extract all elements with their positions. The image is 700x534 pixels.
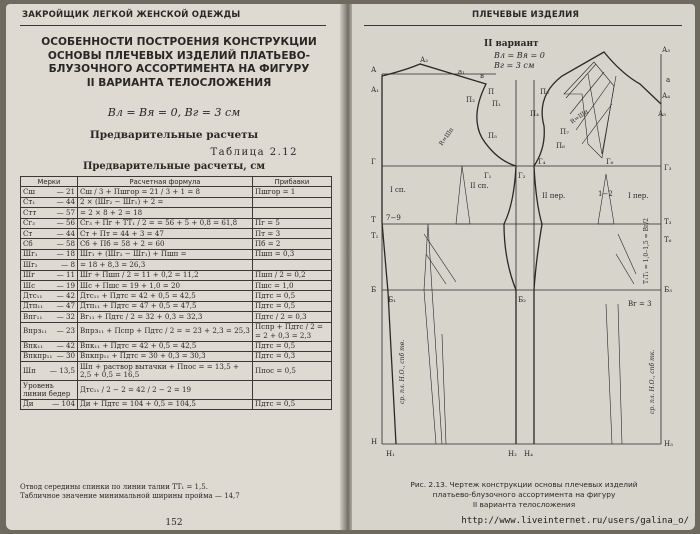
- running-head-left: ЗАКРОЙЩИК ЛЕГКОЙ ЖЕНСКОЙ ОДЕЖДЫ: [22, 10, 241, 20]
- point-label: Т₃: [664, 218, 672, 226]
- measure-value: — 18: [56, 249, 75, 259]
- measure-cell: [21, 187, 78, 197]
- side-note: ср. пл. Н.О., спб тк.: [649, 349, 656, 414]
- formula-cell: Шг₁ + (Шг₂ − Шг₁) + Пшп =: [78, 249, 253, 259]
- point-label: П₃: [540, 88, 549, 96]
- measure-cell: [21, 208, 78, 218]
- allowance-cell: Пдтс = 0,5: [253, 341, 332, 351]
- measure-name: Дтп₁₁: [23, 301, 44, 311]
- measure-cell: [21, 399, 78, 409]
- table-row: [21, 399, 332, 409]
- measure-value: — 23: [56, 326, 75, 336]
- measure-name: Ст₁: [23, 197, 36, 207]
- variant-formula-line: Вл = Вя = 0: [494, 51, 545, 60]
- point-label: Т: [371, 216, 376, 224]
- allowance-cell: Пспр + Пдтс / 2 = = 2 + 0,3 = 2,3: [253, 322, 332, 341]
- point-label: П₂: [466, 96, 475, 104]
- measure-cell: [21, 291, 78, 301]
- measure-cell: [21, 381, 78, 400]
- measure-name: Шг₂: [23, 259, 38, 269]
- table-body: [21, 187, 332, 410]
- point-label: П₆: [556, 142, 565, 150]
- heading-line: ОСОБЕННОСТИ ПОСТРОЕНИЯ КОНСТРУКЦИИ: [41, 36, 317, 48]
- measure-name: Шс: [23, 280, 36, 290]
- point-label: А: [371, 66, 377, 74]
- table-row: [21, 281, 332, 291]
- table-note: Отвод середины спинки по линии талии ТТ₁ = 1,5.: [20, 483, 208, 491]
- heading-line: БЛУЗОЧНОГО АССОРТИМЕНТА НА ФИГУРУ: [48, 63, 310, 75]
- point-label: А₁: [371, 86, 380, 94]
- table-row: [21, 249, 332, 259]
- point-label: П₁: [492, 100, 501, 108]
- point-label: Т₁: [371, 232, 379, 240]
- measure-name: Уровень линии бедер: [23, 380, 71, 399]
- table-title: Предварительные расчеты, см: [82, 161, 266, 172]
- point-label: Г₆: [606, 158, 614, 166]
- point-label: А₄: [662, 92, 671, 100]
- variant-formula-line: Вг = 3 см: [494, 61, 535, 70]
- grid-lines: [382, 54, 661, 444]
- measure-value: — 42: [56, 341, 75, 350]
- formula-cell: Шг + Пшп / 2 = 11 + 0,2 = 11,2: [78, 270, 253, 280]
- section-heading: [36, 36, 322, 90]
- measure-cell: [21, 341, 78, 351]
- measure-value: — 44: [56, 197, 75, 207]
- formula-cell: Шп + раствор вытачки + Ппос = = 13,5 + 2,5 + 0,5 = 16,5: [78, 362, 253, 381]
- measure-name: Шг₁: [23, 249, 38, 259]
- point-label: П₅: [488, 132, 497, 140]
- front-bust-dart: [588, 74, 616, 154]
- back-side-seam: [504, 166, 516, 444]
- allowance-cell: [253, 381, 332, 400]
- measure-name: Ди: [23, 399, 34, 409]
- front-side-seam: [534, 166, 542, 444]
- point-label: А₃: [662, 46, 671, 54]
- subheading: Предварительные расчеты: [89, 129, 259, 141]
- table-row: [21, 362, 332, 381]
- variant-formula: Вл = Вя = 0, Вг = 3 см: [107, 106, 241, 119]
- measure-label: 1−2: [598, 190, 613, 198]
- measure-cell: [21, 281, 78, 291]
- measure-value: — 8: [61, 259, 75, 269]
- formula-cell: Впк₁₁ + Пдтс = 42 + 0,5 = 42,5: [78, 341, 253, 351]
- front-waist-dart: [598, 174, 614, 224]
- measure-cell: [21, 322, 78, 341]
- measure-name: Шп: [23, 366, 36, 376]
- arc-label: R=Шп: [569, 108, 590, 126]
- right-page: [352, 4, 695, 530]
- point-label: Б: [371, 286, 377, 294]
- formula-cell: Впрз₁₁ + Пспр + Пдтс / 2 = = 23 + 2,3 = 25,3: [78, 322, 253, 341]
- measure-cell: [21, 229, 78, 239]
- front-shoulder-neck: [534, 52, 661, 166]
- skirt-darts: [442, 304, 622, 444]
- formula-cell: = 18 + 8,3 = 26,3: [78, 260, 253, 270]
- side-note: ср. пл. Н.О., спб тв.: [399, 339, 406, 404]
- pattern-drawing: [366, 34, 684, 474]
- measure-value: — 58: [56, 238, 75, 248]
- allowance-cell: [253, 208, 332, 218]
- piece-label: I сп.: [390, 186, 406, 194]
- measure-value: — 42: [56, 290, 75, 300]
- cross-hatch: [424, 234, 636, 284]
- point-label: А₅: [658, 110, 667, 118]
- formula-cell: Вг₁₁ + Пдтс / 2 = 32 + 0,3 = 32,3: [78, 312, 253, 322]
- caption-line: II варианта телосложения: [472, 500, 576, 509]
- column-header: Мерки: [21, 177, 78, 187]
- formula-cell: Шс + Пшс = 19 + 1,0 = 20: [78, 281, 253, 291]
- piece-label: II пер.: [542, 192, 566, 200]
- point-label: Б₃: [664, 286, 672, 294]
- point-label: Г₄: [538, 158, 546, 166]
- hatch-lines: [566, 64, 612, 144]
- measure-value: — 47: [56, 301, 75, 311]
- measure-name: Впк₁₁: [23, 341, 44, 350]
- arc-label: R=Шп: [437, 126, 456, 148]
- allowance-cell: Пг = 5: [253, 218, 332, 228]
- formula-cell: Сг₃ + Пг + ТТ₁ / 2 = = 56 + 5 + 0,8 = 61,8: [78, 218, 253, 228]
- table-row: [21, 187, 332, 197]
- table-row: [21, 351, 332, 361]
- table-note: Табличное значение минимальной ширины пройма — 14,7: [20, 492, 240, 500]
- measure-value: — 57: [56, 207, 75, 217]
- table-number: Таблица 2.12: [210, 147, 298, 158]
- front-calc-label: Т₁Т₁ = 1,0–1,5 = Вг/2: [643, 218, 650, 284]
- measure-cell: [21, 197, 78, 207]
- table-row: [21, 229, 332, 239]
- figure-caption: [374, 480, 674, 510]
- point-label: Г₂: [518, 172, 526, 180]
- measure-cell: [21, 312, 78, 322]
- measure-name: Сг₃: [23, 218, 35, 228]
- heading-line: ОСНОВЫ ПЛЕЧЕВЫХ ИЗДЕЛИЙ ПЛАТЬЕВО-: [47, 49, 311, 62]
- point-label: Б₁: [388, 296, 396, 304]
- back-dart: [456, 166, 470, 224]
- allowance-cell: Пдтс / 2 = 0,3: [253, 312, 332, 322]
- measure-value: — 104: [52, 399, 75, 409]
- formula-cell: Дтп₁₁ + Пдтс = 47 + 0,5 = 47,5: [78, 301, 253, 311]
- point-label: Б₂: [518, 296, 526, 304]
- header-rule-right: [364, 25, 682, 26]
- point-label: Н₂: [508, 450, 517, 458]
- pattern-contours: [382, 52, 661, 444]
- measure-label: Вг = 3: [628, 300, 652, 308]
- measure-name: Стт: [23, 207, 37, 217]
- point-label: Т₆: [664, 236, 672, 244]
- point-label: П: [488, 88, 495, 96]
- table-row: [21, 312, 332, 322]
- table-row: [21, 218, 332, 228]
- measure-name: Впрз₁₁: [23, 326, 48, 336]
- table-row: [21, 291, 332, 301]
- measure-value: — 30: [56, 351, 75, 361]
- table-row: [21, 381, 332, 400]
- allowance-cell: Пт = 3: [253, 229, 332, 239]
- allowance-cell: Пшс = 1,0: [253, 281, 332, 291]
- formula-cell: Сб + Пб = 58 + 2 = 60: [78, 239, 253, 249]
- allowance-cell: Пшп = 0,3: [253, 249, 332, 259]
- measure-cell: [21, 218, 78, 228]
- measure-value: — 44: [56, 228, 75, 238]
- measure-value: — 11: [56, 270, 75, 280]
- allowance-cell: Пдтс = 0,5: [253, 301, 332, 311]
- page-number: 152: [165, 518, 183, 528]
- table-header-row: [21, 177, 332, 187]
- calculation-table: [20, 176, 332, 410]
- measure-cell: [21, 301, 78, 311]
- allowance-cell: Пшгор = 1: [253, 187, 332, 197]
- table-row: [21, 270, 332, 280]
- table-row: [21, 322, 332, 341]
- measure-name: Дтс₁₁: [23, 290, 43, 300]
- measure-value: — 13,5: [49, 366, 75, 376]
- measure-cell: [21, 270, 78, 280]
- measure-value: — 21: [56, 186, 75, 196]
- point-label: в: [480, 72, 484, 80]
- table-row: [21, 341, 332, 351]
- measure-label: 7−9: [386, 214, 401, 222]
- point-label: П₄: [530, 110, 539, 118]
- allowance-cell: [253, 197, 332, 207]
- allowance-cell: Пшп / 2 = 0,2: [253, 270, 332, 280]
- measure-value: — 32: [56, 311, 75, 321]
- variant-title: II вариант: [484, 39, 539, 49]
- darts-hatching: [424, 62, 636, 444]
- allowance-cell: Пдтс = 0,3: [253, 351, 332, 361]
- measure-name: Впкпр₁₁: [23, 351, 53, 361]
- point-label: Г: [371, 158, 376, 166]
- heading-line: II ВАРИАНТА ТЕЛОСЛОЖЕНИЯ: [86, 76, 272, 89]
- column-header: Прибавки: [253, 177, 332, 187]
- point-label: а₁: [458, 68, 465, 76]
- formula-cell: Сш / 3 + Пшгор = 21 / 3 + 1 = 8: [78, 187, 253, 197]
- point-label: А₂: [420, 56, 429, 64]
- point-label: Н: [371, 438, 378, 446]
- caption-line: платьево-блузочного ассортимента на фигуру: [432, 490, 616, 499]
- allowance-cell: Пб = 2: [253, 239, 332, 249]
- point-label: Г₁: [484, 172, 492, 180]
- allowance-cell: Ппос = 0,5: [253, 362, 332, 381]
- point-label: Н₃: [664, 440, 673, 448]
- formula-cell: Ди + Пдтс = 104 + 0,5 = 104,5: [78, 399, 253, 409]
- measure-value: — 19: [56, 280, 75, 290]
- dart-hatched-area: [564, 62, 614, 158]
- allowance-cell: Пдтс = 0,5: [253, 399, 332, 409]
- point-label: а: [666, 76, 671, 84]
- allowance-cell: Пдтс = 0,5: [253, 291, 332, 301]
- table-row: [21, 208, 332, 218]
- formula-cell: = 2 × 8 + 2 = 18: [78, 208, 253, 218]
- measure-name: Ст: [23, 228, 33, 238]
- measure-name: Сш: [23, 186, 36, 196]
- formula-cell: Дтс₁₁ / 2 − 2 = 42 / 2 − 2 = 19: [78, 381, 253, 400]
- watermark-url: http://www.liveinternet.ru/users/galina_o/: [461, 516, 689, 526]
- point-label: Г₃: [664, 164, 672, 172]
- formula-cell: Ст + Пт = 44 + 3 = 47: [78, 229, 253, 239]
- piece-label: I пер.: [628, 192, 649, 200]
- running-head-right: ПЛЕЧЕВЫЕ ИЗДЕЛИЯ: [472, 10, 580, 20]
- point-label: П₇: [560, 128, 569, 136]
- column-header: Расчетная формула: [78, 177, 253, 187]
- formula-cell: Впкпр₁₁ + Пдтс = 30 + 0,3 = 30,3: [78, 351, 253, 361]
- measure-cell: [21, 351, 78, 361]
- measure-name: Впг₁₁: [23, 311, 43, 321]
- caption-line: Рис. 2.13. Чертеж конструкции основы плечевых изделий: [410, 480, 638, 489]
- formula-cell: Дтс₁₁ + Пдтс = 42 + 0,5 = 42,5: [78, 291, 253, 301]
- table-row: [21, 239, 332, 249]
- measure-name: Шг: [23, 270, 35, 280]
- point-label: Н₁: [386, 450, 395, 458]
- table-row: [21, 197, 332, 207]
- left-page: [6, 4, 342, 530]
- measure-cell: [21, 249, 78, 259]
- header-rule-left: [20, 25, 326, 26]
- measure-cell: [21, 362, 78, 381]
- measure-cell: [21, 239, 78, 249]
- back-center-seam: [382, 76, 396, 444]
- measure-value: — 56: [56, 218, 75, 228]
- piece-label: II сп.: [470, 182, 489, 190]
- back-shoulder-armhole: [382, 64, 516, 166]
- formula-cell: 2 × (Шг₂ − Шг₁) + 2 =: [78, 197, 253, 207]
- allowance-cell: [253, 260, 332, 270]
- measure-name: Сб: [23, 238, 33, 248]
- table-row: [21, 260, 332, 270]
- measure-cell: [21, 260, 78, 270]
- point-label: Н₄: [524, 450, 533, 458]
- table-row: [21, 301, 332, 311]
